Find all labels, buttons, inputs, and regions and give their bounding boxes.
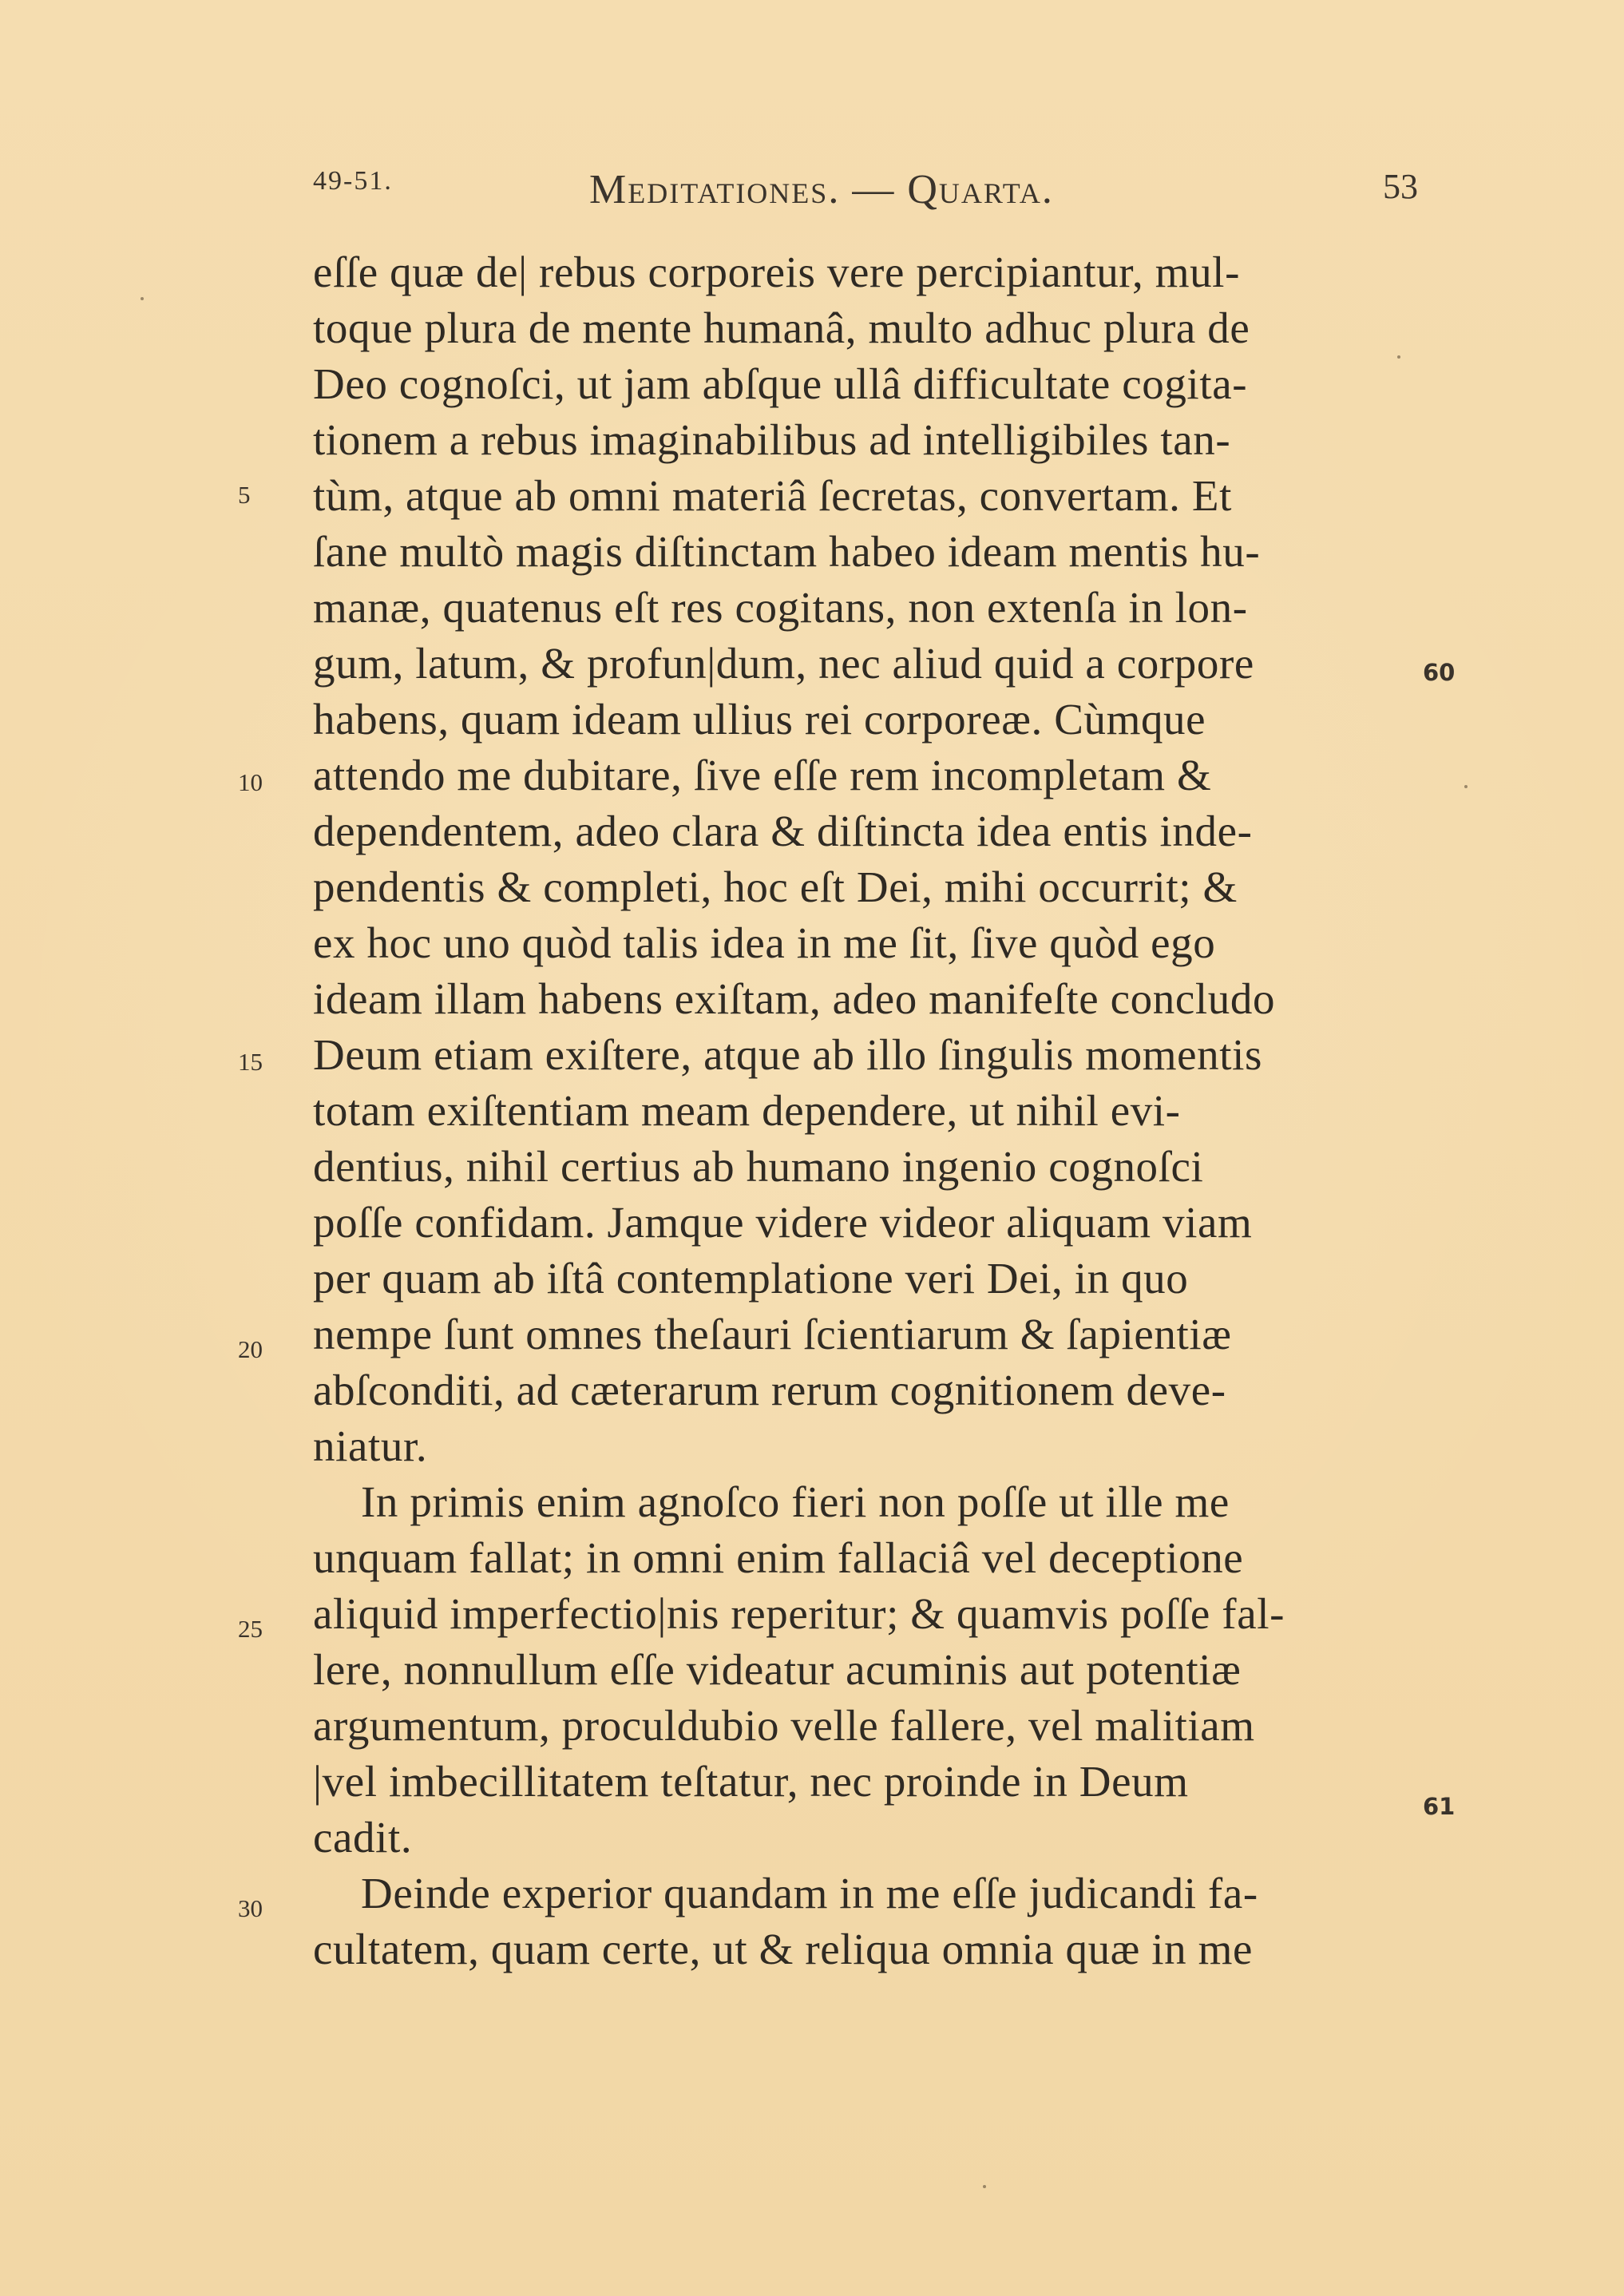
text-line: attendo me dubitare, ſive eſſe rem incompletam &	[313, 751, 1212, 799]
text-line: ex hoc uno quòd talis idea in me ſit, ſive quòd ego	[313, 918, 1216, 967]
text-line: pendentis & completi, hoc eſt Dei, mihi occurrit; &	[313, 862, 1238, 911]
text-line: ſane multò magis diſtinctam habeo ideam mentis hu-	[313, 527, 1261, 576]
line-number: 25	[238, 1615, 263, 1643]
text-line: |vel imbecillitatem teſtatur, nec proinde in Deum	[313, 1757, 1189, 1806]
line-number: 30	[238, 1894, 263, 1922]
text-line: gum, latum, & profun|dum, nec aliud quid a corpore	[313, 639, 1254, 688]
line-number: 15	[238, 1048, 263, 1076]
text-line: unquam fallat; in omni enim fallaciâ vel deceptione	[313, 1533, 1244, 1582]
text-line: ideam illam habens exiſtam, adeo manifeſte concludo	[313, 974, 1276, 1023]
running-title: Meditationes. — Quarta.	[589, 167, 1054, 212]
text-line: per quam ab iſtâ contemplatione veri Dei, in quo	[313, 1254, 1189, 1303]
text-line: Deo cognoſci, ut jam abſque ullâ difficultate cogita-	[313, 359, 1248, 408]
text-line: In primis enim agnoſco fieri non poſſe ut ille me	[361, 1477, 1230, 1526]
text-line: Deinde experior quandam in me eſſe judicandi fa-	[361, 1869, 1258, 1917]
text-line: tionem a rebus imaginabilibus ad intelligibiles tan-	[313, 415, 1231, 464]
line-number: 10	[238, 768, 263, 796]
margin-page-reference: 61	[1423, 1793, 1456, 1820]
paper-speck	[983, 2185, 986, 2188]
line-number: 5	[238, 481, 251, 509]
margin-page-reference: 60	[1423, 659, 1456, 686]
line-number: 20	[238, 1335, 263, 1363]
header-page-range: 49-51.	[313, 166, 393, 196]
text-line: poſſe confidam. Jamque videre videor aliquam viam	[313, 1198, 1253, 1247]
text-line: tùm, atque ab omni materiâ ſecretas, convertam. Et	[313, 471, 1232, 520]
text-line: lere, nonnullum eſſe videatur acuminis aut potentiæ	[313, 1645, 1242, 1694]
paper-speck	[1464, 785, 1468, 788]
text-line: niatur.	[313, 1422, 428, 1470]
paper-speck	[141, 297, 144, 300]
paper-speck	[1397, 355, 1400, 359]
text-line: cultatem, quam certe, ut & reliqua omnia quæ in me	[313, 1925, 1254, 1973]
text-line: aliquid imperfectio|nis reperitur; & quamvis poſſe fal-	[313, 1589, 1285, 1638]
text-line: habens, quam ideam ullius rei corporeæ. Cùmque	[313, 695, 1206, 744]
text-line: toque plura de mente humanâ, multo adhuc plura de	[313, 303, 1250, 352]
text-line: cadit.	[313, 1813, 413, 1862]
text-line: eſſe quæ de| rebus corporeis vere percipiantur, mul-	[313, 248, 1240, 296]
text-line: Deum etiam exiſtere, atque ab illo ſingulis momentis	[313, 1030, 1262, 1079]
text-line: dentius, nihil certius ab humano ingenio cognoſci	[313, 1142, 1204, 1191]
text-line: dependentem, adeo clara & diſtincta idea entis inde-	[313, 807, 1253, 855]
page-number: 53	[1383, 167, 1418, 206]
text-line: abſconditi, ad cæterarum rerum cognitionem deve-	[313, 1366, 1226, 1414]
text-line: manæ, quatenus eſt res cogitans, non extenſa in lon-	[313, 583, 1248, 632]
text-line: nempe ſunt omnes theſauri ſcientiarum & ſapientiæ	[313, 1310, 1232, 1358]
text-line: argumentum, proculdubio velle fallere, vel malitiam	[313, 1701, 1255, 1750]
text-line: totam exiſtentiam meam dependere, ut nihil evi-	[313, 1086, 1181, 1135]
